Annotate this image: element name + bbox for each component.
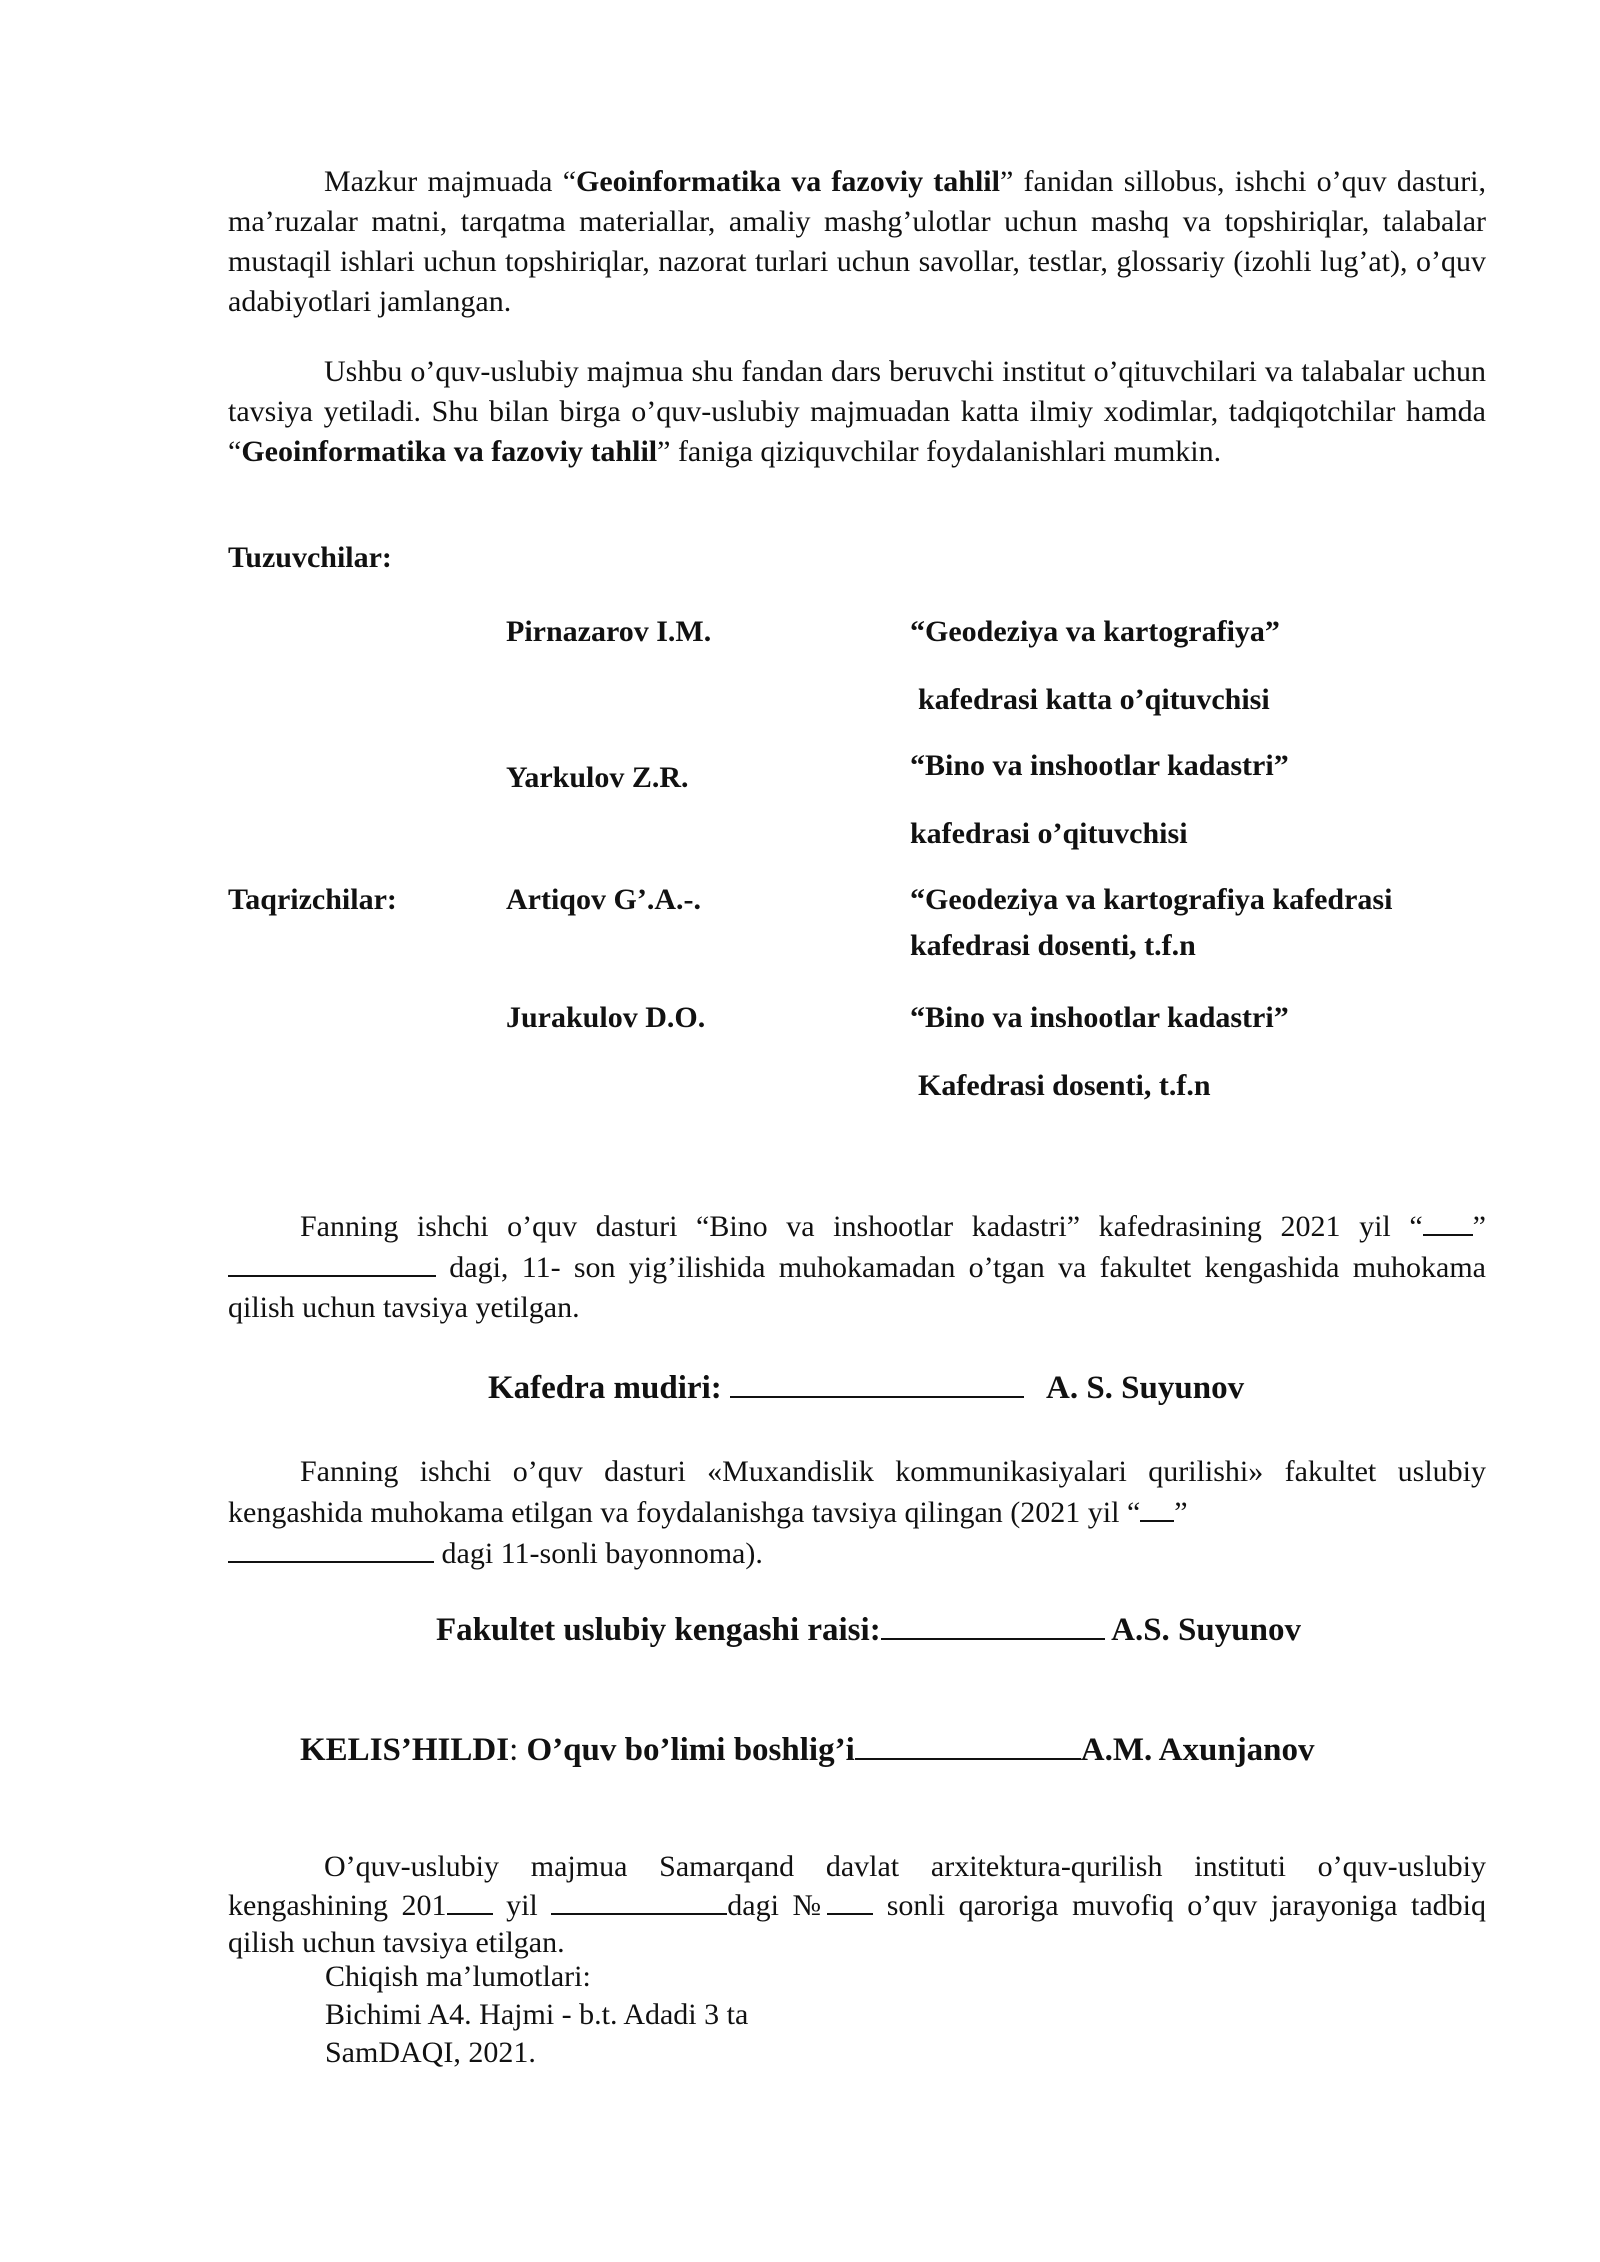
department-head-name: A. S. Suyunov [1045,1370,1245,1406]
reviewers-heading: Taqrizchilar: [228,883,397,916]
course-title-bold: Geoinformatika va fazoviy tahlil [241,435,658,468]
output-info-line-2: Bichimi A4. Hajmi - b.t. Adadi 3 ta [325,1998,749,2031]
education-dept-head-label: O’quv bo’limi boshlig’i [526,1732,855,1768]
approval2-text-a: Fanning ishchi o’quv dasturi «Muxandislik kommunikasiyalari qurilishi» fakultet uslubiy kengashida muhokama etilgan va foydalanishga tavsiya qilingan (2021 yil “ [228,1455,1486,1529]
agreed-signature [300,1730,1315,1770]
approval2-text-c: dagi 11-sonli bayonnoma). [434,1537,763,1570]
approval1-text-b: ” [1472,1210,1486,1243]
author-name-2: Yarkulov Z.R. [506,761,689,794]
reviewer-position-1: kafedrasi dosenti, t.f.n [910,929,1196,962]
council-text-b: yil [492,1889,552,1922]
year-blank [447,1885,493,1915]
intro-p2-text-a: Ushbu o’quv-uslubiy majmua shu fandan dars beruvchi institut o’qituvchilari va talabalar uchun tavsiya yetiladi. Shu bilan birga o’quv-uslubiy majmuadan katta ilmiy xodimlar, tadqiqotchilar hamda “ [228,355,1486,468]
reviewer-position-2: Kafedrasi dosenti, t.f.n [918,1069,1211,1102]
day-blank [1423,1206,1473,1236]
education-dept-head-name: A.M. Axunjanov [1080,1732,1315,1768]
author-position-1: kafedrasi katta o’qituvchisi [918,683,1270,716]
date-blank [551,1885,727,1915]
month-blank [228,1533,434,1563]
council-text-a: O’quv-uslubiy majmua Samarqand davlat arxitektura-qurilish instituti o’quv-uslubiy kengashining 201 [228,1850,1486,1922]
month-blank [228,1247,436,1277]
intro-p2-text-b: ” faniga qiziquvchilar foydalanishlari mumkin. [657,435,1222,468]
council-text-d: sonli qaroriga muvofiq o’quv jarayoniga tadbiq qilish uchun tavsiya etilgan. [228,1889,1486,1959]
approval1-text-c: dagi, 11- son yig’ilishida muhokamadan o’tgan va fakultet kengashida muhokama qilish uchun tavsiya yetilgan. [228,1251,1486,1324]
department-head-label: Kafedra mudiri: [488,1370,730,1406]
number-blank [827,1885,873,1915]
day-blank [1140,1492,1174,1522]
author-name-1: Pirnazarov I.M. [506,615,712,648]
intro-paragraph-2 [228,352,1486,472]
output-info-line-3: SamDAQI, 2021. [325,2036,536,2069]
approval-paragraph-2 [228,1452,1486,1574]
intro-p1-text-a: Mazkur majmuada “ [324,165,577,198]
agreed-label: KELIS’HILDI [300,1732,510,1768]
intro-paragraph-1 [228,162,1486,322]
reviewer-dept-1: “Geodeziya va kartografiya kafedrasi [910,883,1393,916]
faculty-council-label: Fakultet uslubiy kengashi raisi: [436,1612,881,1648]
department-head-signature [488,1368,1244,1408]
agreed-colon: : [509,1732,527,1768]
faculty-council-signature [436,1610,1301,1650]
approval1-text-a: Fanning ishchi o’quv dasturi “Bino va inshootlar kadastri” kafedrasining 2021 yil “ [300,1210,1423,1243]
council-text-c: dagi № [727,1889,828,1922]
reviewer-dept-2: “Bino va inshootlar kadastri” [910,1001,1289,1034]
signature-blank [881,1610,1105,1640]
author-position-2: kafedrasi o’qituvchisi [910,817,1188,850]
signature-blank [730,1368,1024,1398]
intro-p1-text-b: ” fanidan sillobus, ishchi o’quv dasturi, ma’ruzalar matni, tarqatma materiallar, amaliy mashg’ulotlar uchun mashq va topshiriqlar, talabalar mustaqil ishlari uchun topshiriqlar, nazorat turlari uchun savollar, testlar, glossariy (izohli lug’at), o’quv adabiyotlari jamlangan. [228,165,1487,318]
authors-heading: Tuzuvchilar: [228,541,392,574]
signature-blank [855,1730,1081,1760]
author-dept-1: “Geodeziya va kartografiya” [910,615,1280,648]
faculty-council-chair-name: A.S. Suyunov [1104,1612,1301,1648]
reviewer-name-2: Jurakulov D.O. [506,1001,706,1034]
author-dept-2: “Bino va inshootlar kadastri” [910,749,1289,782]
approval-paragraph-1 [228,1206,1486,1328]
course-title-bold: Geoinformatika va fazoviy tahlil [576,165,1000,198]
reviewer-name-1: Artiqov G’.A.-. [506,883,701,916]
council-paragraph [228,1848,1486,1961]
output-info-line-1: Chiqish ma’lumotlari: [325,1960,591,1993]
approval2-text-b: ” [1174,1496,1188,1529]
